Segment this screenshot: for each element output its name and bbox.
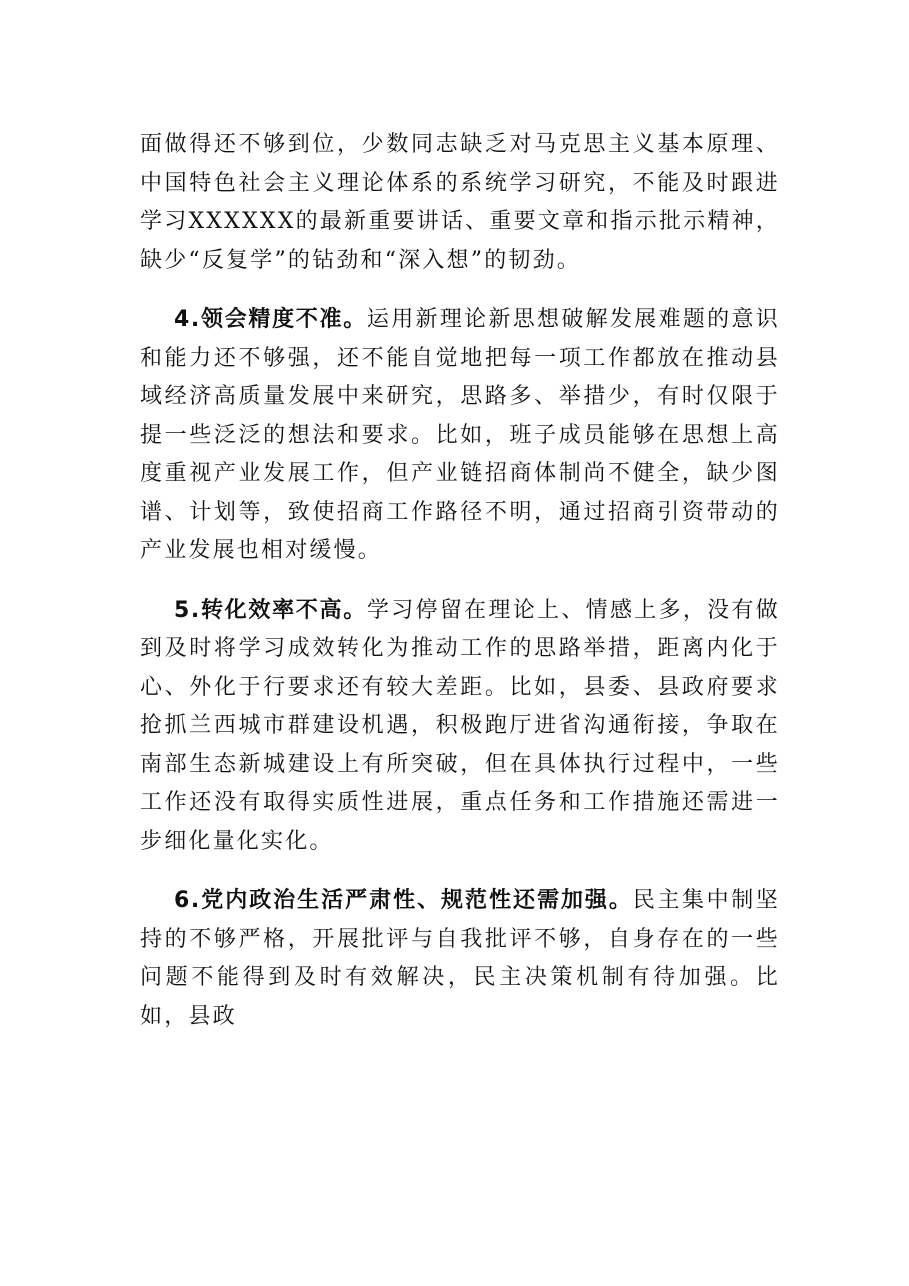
paragraph-heading: 4.领会精度不准。	[174, 307, 367, 332]
paragraph-text: 民主集中制坚持的不够严格，开展批评与自我批评不够，自身存在的一些问题不能得到及时有效解决，民主决策机制有待加强。比如，县政	[140, 888, 780, 1029]
paragraph-heading: 5.转化效率不高。	[174, 597, 367, 623]
paragraph-item-6	[140, 882, 780, 1036]
paragraph-continuation	[140, 126, 780, 280]
paragraph-item-5	[140, 592, 780, 862]
document-body	[140, 126, 780, 1057]
paragraph-text: 运用新理论新思想破解发展难题的意识和能力还不够强，还不能自觉地把每一项工作都放在推动县域经济高质量发展中来研究，思路多、举措少，有时仅限于提一些泛泛的想法和要求。比如，班子成员能够在思想上高度重视产业发展工作，但产业链招商体制尚不健全，缺少图谱、计划等，致使招商工作路径不明，通过招商引资带动的产业发展也相对缓慢。	[140, 307, 780, 563]
paragraph-text: 面做得还不够到位，少数同志缺乏对马克思主义基本原理、中国特色社会主义理论体系的系统学习研究，不能及时跟进学习XXXXXX的最新重要讲话、重要文章和指示批示精神，缺少“反复学”的钻劲和“深入想”的韧劲。	[140, 132, 780, 273]
paragraph-text: 学习停留在理论上、情感上多，没有做到及时将学习成效转化为推动工作的思路举措，距离内化于心、外化于行要求还有较大差距。比如，县委、县政府要求抢抓兰西城市群建设机遇，积极跑厅进省沟通衔接，争取在南部生态新城建设上有所突破，但在具体执行过程中，一些工作还没有取得实质性进展，重点任务和工作措施还需进一步细化量化实化。	[140, 597, 780, 854]
paragraph-heading: 6.党内政治生活严肃性、规范性还需加强。	[174, 888, 633, 913]
paragraph-item-4	[140, 301, 780, 571]
